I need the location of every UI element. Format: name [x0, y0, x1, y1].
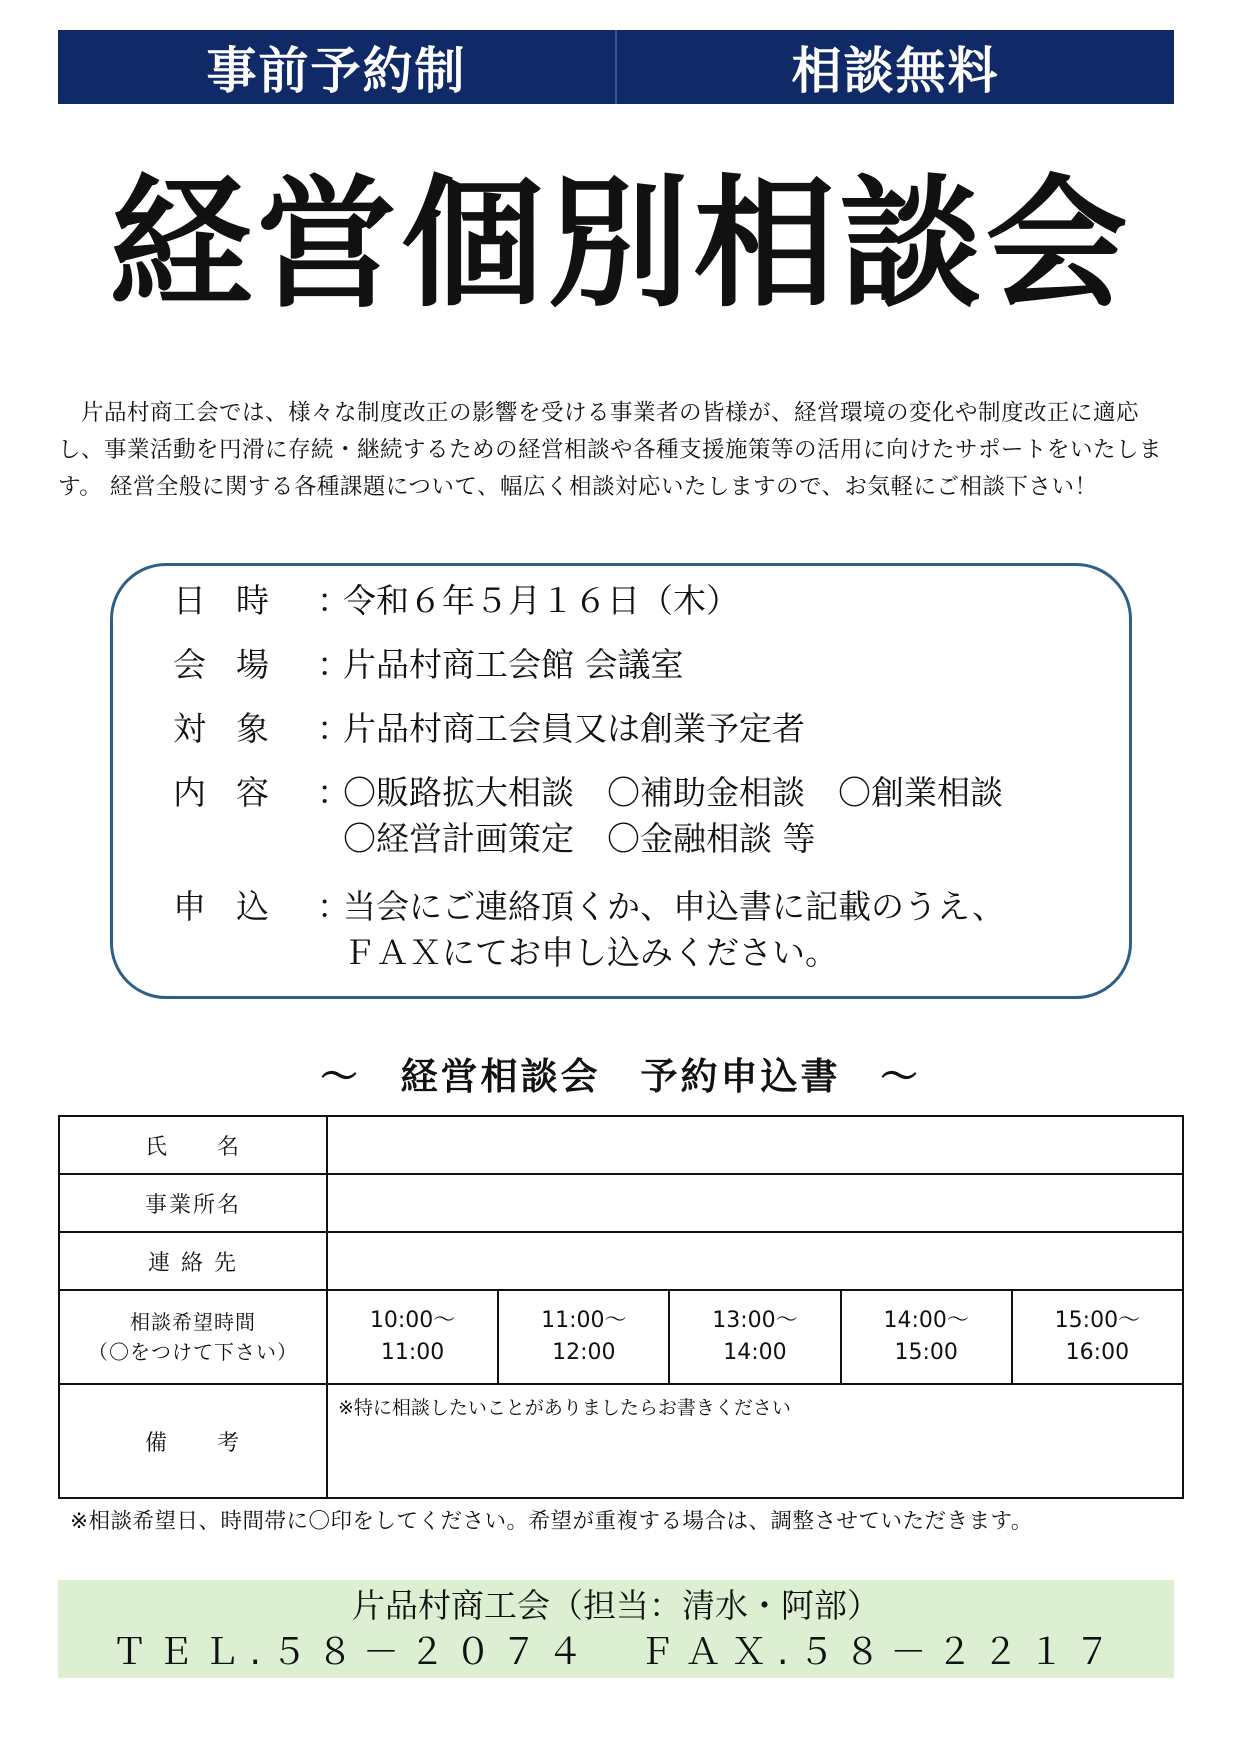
time-slot-start: 14:00～ — [883, 1308, 969, 1333]
header-reservation: 事前予約制 — [206, 42, 467, 100]
header-free: 相談無料 — [791, 42, 1000, 100]
name-label: 氏 名 — [59, 1116, 327, 1174]
contact-label: 連 絡 先 — [59, 1232, 327, 1290]
header-bar — [58, 30, 1174, 104]
time-slot-start: 10:00～ — [369, 1308, 456, 1333]
target-row — [173, 706, 805, 752]
time-slot[interactable] — [327, 1290, 498, 1384]
target-value: 片品村商工会員又は創業予定者 — [343, 709, 805, 748]
time-label — [59, 1290, 327, 1384]
time-row — [59, 1290, 1183, 1384]
time-slot-start: 15:00～ — [1054, 1308, 1141, 1333]
time-slot-start: 11:00～ — [541, 1308, 627, 1333]
content-row — [173, 770, 1003, 862]
contact-footer — [58, 1580, 1174, 1678]
venue-colon: ： — [317, 645, 350, 684]
company-label: 事業所名 — [59, 1174, 327, 1232]
page-title: 経営個別相談会 — [109, 162, 1132, 327]
apply-line-1: 当会にご連絡頂くか、申込書に記載のうえ、 — [343, 887, 1005, 926]
apply-value — [343, 884, 1005, 976]
venue-label: 会場 — [173, 645, 299, 684]
time-label-line-1: 相談希望時間 — [130, 1310, 256, 1334]
name-field[interactable] — [327, 1116, 1183, 1174]
apply-colon: ： — [317, 887, 350, 926]
date-colon: ： — [317, 581, 350, 620]
content-label: 内容 — [173, 773, 299, 812]
date-label: 日時 — [173, 581, 299, 620]
content-value — [343, 770, 1003, 862]
name-row — [59, 1116, 1183, 1174]
time-label-line-2: （〇をつけて下さい） — [88, 1340, 298, 1364]
date-row — [173, 578, 739, 624]
venue-row — [173, 642, 684, 688]
target-colon: ： — [317, 709, 350, 748]
footer-org: 片品村商工会（担当：清水・阿部） — [352, 1586, 880, 1625]
time-slot-end: 16:00 — [1065, 1340, 1130, 1365]
form-title: ～ 経営相談会 予約申込書 ～ — [320, 1055, 921, 1098]
content-colon: ： — [317, 773, 350, 812]
time-slot[interactable] — [669, 1290, 840, 1384]
time-slot-end: 11:00 — [380, 1340, 445, 1365]
time-slot[interactable] — [498, 1290, 669, 1384]
remarks-label: 備 考 — [59, 1384, 327, 1498]
contact-row — [59, 1232, 1183, 1290]
time-slot[interactable] — [841, 1290, 1012, 1384]
remarks-field[interactable]: ※特に相談したいことがありましたらお書きください — [327, 1384, 1183, 1498]
apply-label: 申込 — [173, 887, 299, 926]
content-line-2: 〇経営計画策定 〇金融相談 等 — [343, 819, 816, 858]
time-slot-end: 14:00 — [723, 1340, 787, 1365]
apply-row — [173, 884, 1005, 976]
footer-phone: ＴＥＬ.５８－２０７４ ＦＡＸ.５８－２２１７ — [111, 1632, 1121, 1673]
contact-field[interactable] — [327, 1232, 1183, 1290]
event-details-box — [110, 563, 1132, 999]
apply-line-2: ＦＡＸにてお申し込みください。 — [343, 933, 838, 972]
time-slot-end: 12:00 — [552, 1340, 616, 1365]
venue-value: 片品村商工会館 会議室 — [343, 645, 684, 684]
target-label: 対象 — [173, 709, 299, 748]
content-line-1: 〇販路拡大相談 〇補助金相談 〇創業相談 — [343, 773, 1003, 812]
company-field[interactable] — [327, 1174, 1183, 1232]
remarks-row — [59, 1384, 1183, 1498]
footnote: ※相談希望日、時間帯に〇印をしてください。希望が重複する場合は、調整させていただきます。 — [70, 1509, 1033, 1534]
time-slot-start: 13:00～ — [712, 1308, 798, 1333]
company-row — [59, 1174, 1183, 1232]
date-value: 令和６年５月１６日（木） — [343, 581, 739, 620]
time-slot-end: 15:00 — [894, 1340, 958, 1365]
application-form — [58, 1115, 1184, 1499]
time-slot[interactable] — [1012, 1290, 1183, 1384]
intro-text: 片品村商工会では、様々な制度改正の影響を受ける事業者の皆様が、経営環境の変化や制度改正に適応し、事業活動を円滑に存続・継続するための経営相談や各種支援施策等の活用に向けたサポートをいたします。 経営全般に関する各種課題について、幅広く相談対応いたしますので、お気軽にご相談下さい！ — [58, 400, 1163, 500]
